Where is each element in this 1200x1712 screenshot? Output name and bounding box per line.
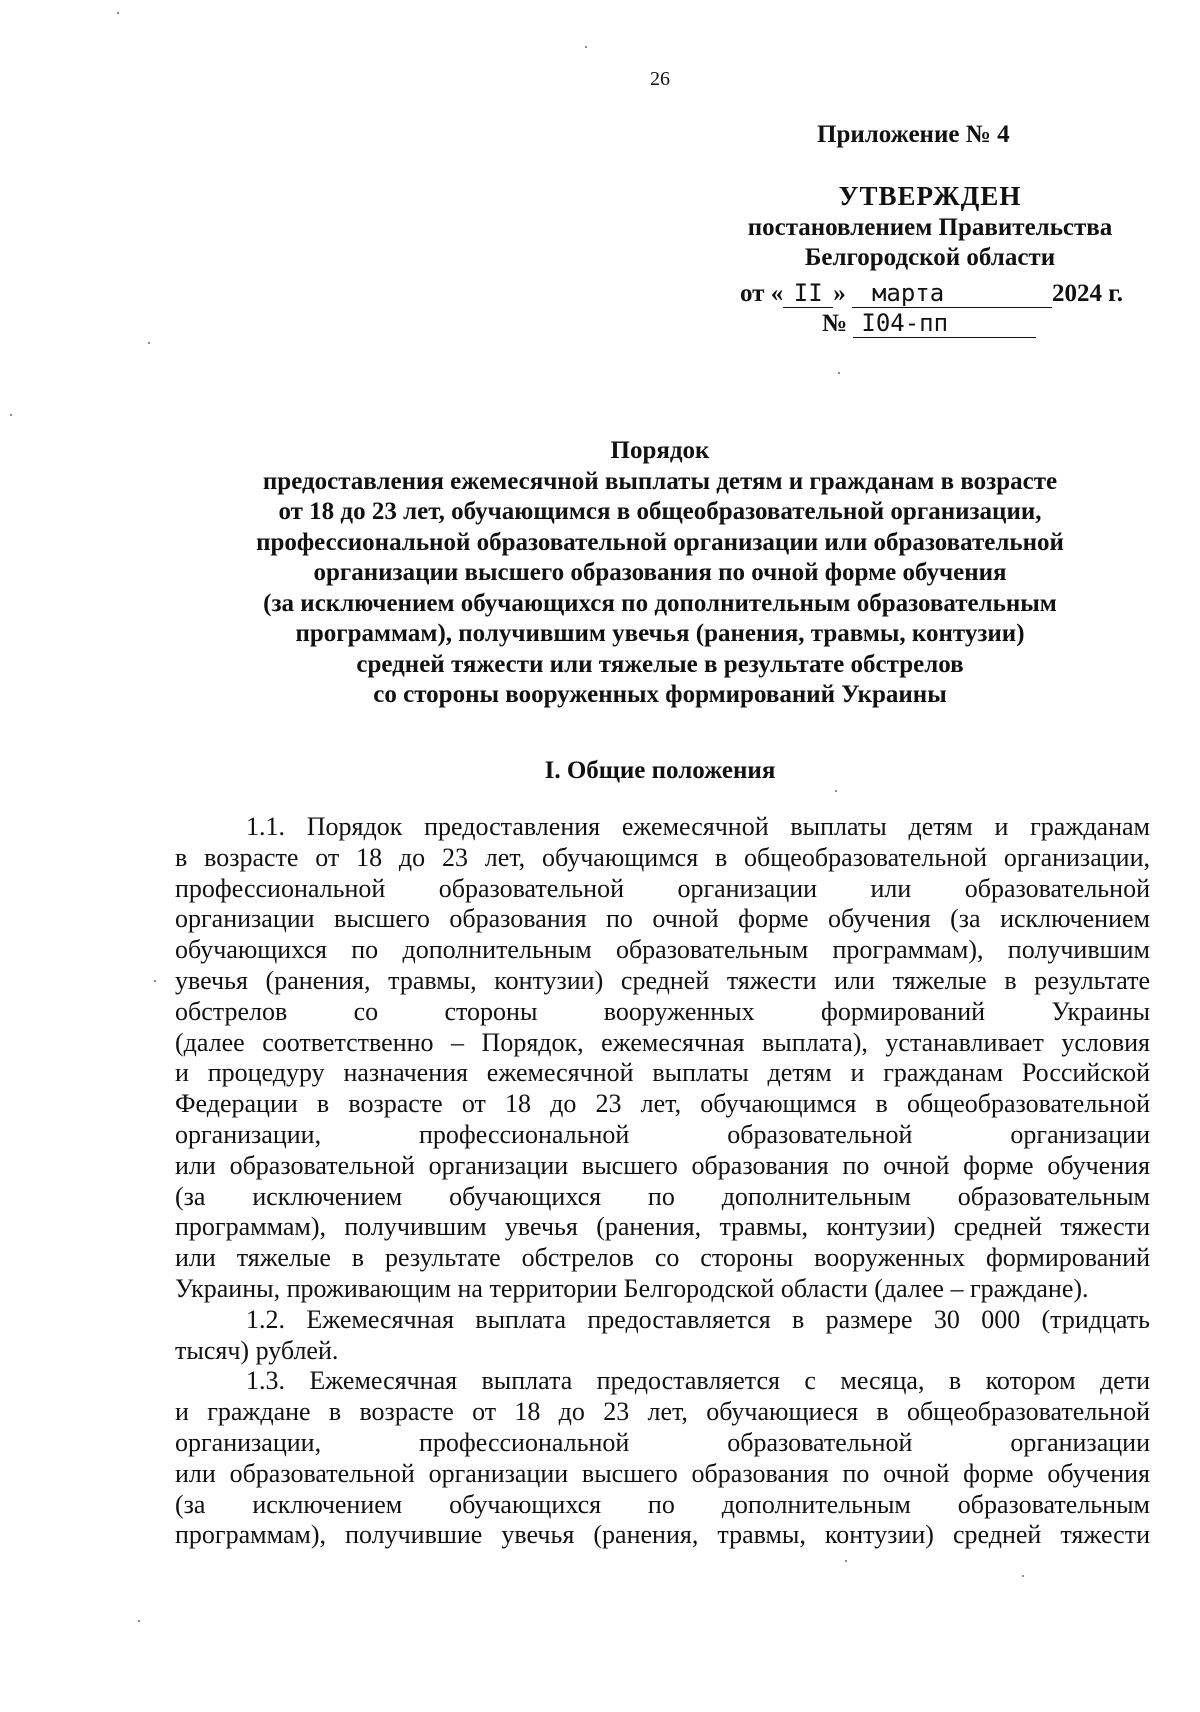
title-line: средней тяжести или тяжелые в результате обстрелов [356, 650, 964, 678]
date-mid: » [833, 280, 846, 307]
scan-speck [117, 12, 119, 14]
paragraph-line: программам), получившие увечья (ранения, травмы, контузии) средней тяжести [175, 1520, 1150, 1550]
paragraph-line: организации, профессиональной образовательной организации [175, 1427, 1150, 1457]
scan-speck [154, 980, 156, 982]
paragraph-line: организации высшего образования по очной форме обучения (за исключением [175, 904, 1150, 934]
date-day: II [783, 279, 833, 308]
paragraph-line: Федерации в возрасте от 18 до 23 лет, обучающимся в общеобразовательной [175, 1089, 1150, 1119]
number-value: I04-пп [853, 309, 1036, 338]
paragraph-start-line: 1.2. Ежемесячная выплата предоставляется в размере 30 000 (тридцать [246, 1304, 1150, 1334]
paragraph-start-line: 1.3. Ежемесячная выплата предоставляется с месяца, в котором дети [246, 1366, 1150, 1396]
title-line: от 18 до 23 лет, обучающимся в общеобразовательной организации, [278, 498, 1042, 525]
paragraph-line: увечья (ранения, травмы, контузии) средней тяжести или тяжелые в результате [175, 965, 1150, 995]
approval-block [700, 181, 1160, 273]
section-heading: I. Общие положения [544, 757, 776, 784]
paragraph-line: Украины, проживающим на территории Белгородской области (далее – граждане). [175, 1273, 1089, 1303]
document-title [180, 436, 1140, 711]
paragraph-line: или тяжелые в результате обстрелов со стороны вооруженных формирований [175, 1243, 1150, 1273]
scan-speck [838, 372, 840, 374]
scan-speck [835, 790, 837, 792]
paragraph-line: обучающихся по дополнительным образовательным программам), получившим [175, 935, 1150, 965]
title-line: организации высшего образования по очной форме обучения [313, 559, 1007, 586]
paragraph-line: и процедуру назначения ежемесячной выплаты детям и гражданам Российской [175, 1058, 1150, 1088]
paragraph-line: программам), получившим увечья (ранения, травмы, контузии) средней тяжести [175, 1212, 1150, 1242]
scan-speck [10, 414, 12, 416]
paragraph-line: обстрелов со стороны вооруженных формирований Украины [175, 996, 1150, 1026]
date-prefix: от « [740, 280, 784, 307]
appendix-title: Приложение № 4 [817, 121, 1010, 148]
scan-speck [585, 46, 587, 48]
paragraph-line: тысяч) рублей. [175, 1335, 339, 1365]
title-line: программам), получившим увечья (ранения, травмы, контузии) [295, 620, 1025, 647]
date-month: марта [852, 279, 1052, 308]
paragraph-line: (далее соответственно – Порядок, ежемесячная выплата), устанавливает условия [175, 1027, 1150, 1057]
paragraph-line: или образовательной организации высшего образования по очной форме обучения [175, 1150, 1150, 1180]
approval-region: Белгородской области [804, 244, 1056, 271]
title-line: (за исключением обучающихся по дополнительным образовательным [263, 589, 1057, 617]
title-heading: Порядок [610, 437, 710, 464]
date-year: 2024 г. [1051, 280, 1123, 307]
number-sign: № [822, 310, 848, 337]
paragraph-line: и граждане в возрасте от 18 до 23 лет, обучающиеся в общеобразовательной [175, 1397, 1150, 1427]
scan-speck [845, 1560, 847, 1562]
approved-label: УТВЕРЖДЕН [838, 181, 1022, 211]
page-number: 26 [650, 68, 670, 90]
paragraph-start-line: 1.1. Порядок предоставления ежемесячной выплаты детям и гражданам [246, 812, 1150, 841]
paragraph-line: организации, профессиональной образовательной организации [175, 1119, 1150, 1149]
scan-speck [1022, 1575, 1024, 1577]
approval-authority: постановлением Правительства [747, 214, 1113, 241]
body-text [175, 812, 1150, 1551]
paragraph-line: в возрасте от 18 до 23 лет, обучающимся в общеобразовательной организации, [175, 842, 1150, 872]
paragraph-line: (за исключением обучающихся по дополнительным образовательным [175, 1181, 1150, 1211]
title-line: профессиональной образовательной организации или образовательной [256, 528, 1064, 556]
paragraph-line: или образовательной организации высшего образования по очной форме обучения [175, 1458, 1150, 1488]
title-line: предоставления ежемесячной выплаты детям и гражданам в возрасте [262, 467, 1058, 495]
title-line: со стороны вооруженных формирований Украины [373, 681, 947, 708]
paragraph-line: профессиональной образовательной организации или образовательной [175, 873, 1150, 903]
approval-date [740, 279, 1123, 308]
paragraph-line: (за исключением обучающихся по дополнительным образовательным [175, 1489, 1150, 1519]
scan-speck [148, 342, 150, 344]
approval-number [822, 309, 1036, 338]
scan-speck [138, 1620, 140, 1622]
